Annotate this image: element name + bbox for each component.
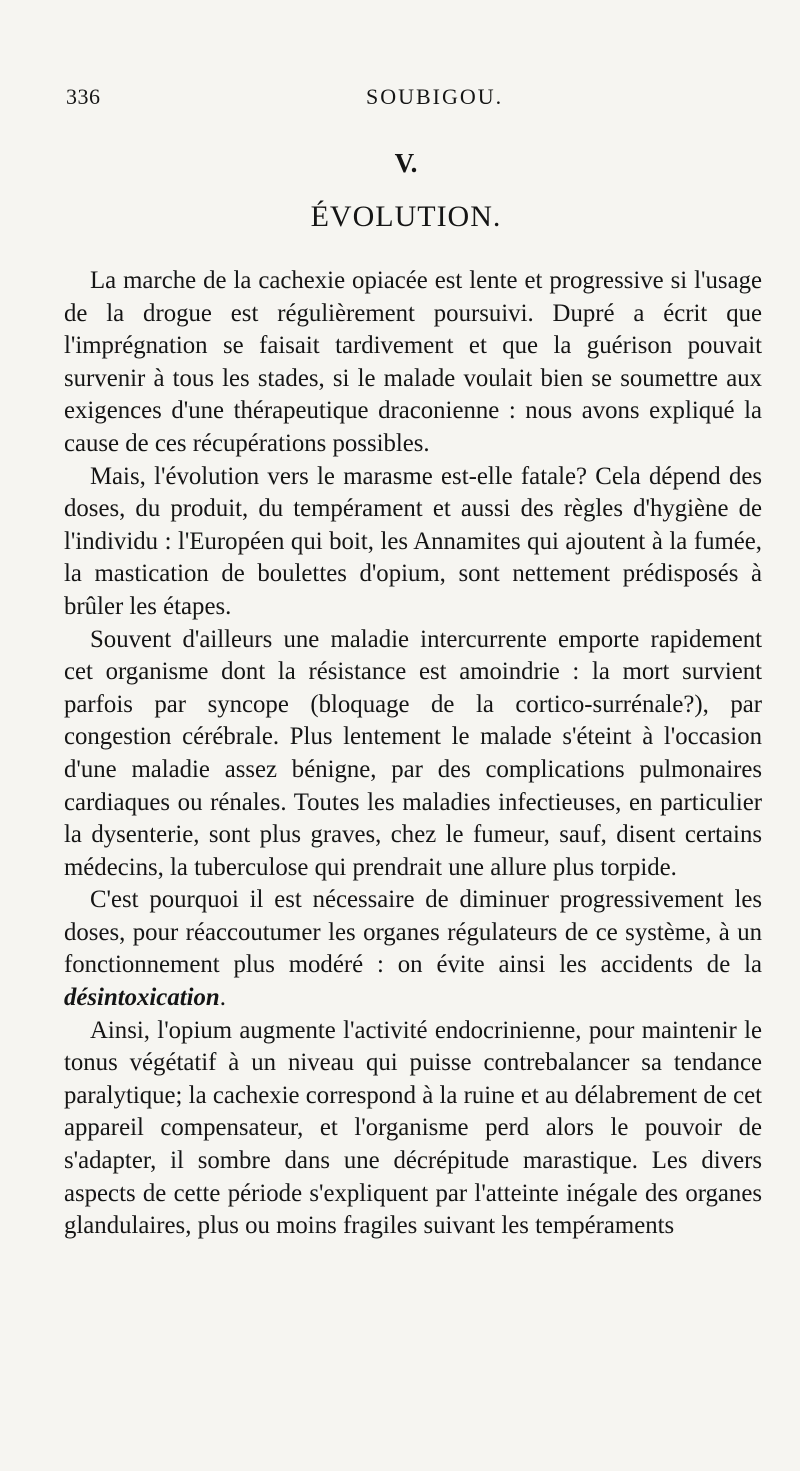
section-title: ÉVOLUTION. (310, 200, 502, 233)
section-number: V. (394, 148, 418, 178)
running-head (66, 84, 756, 114)
paragraph: Souvent d'ailleurs une maladie intercurrente emporte rapidement cet organisme dont la résistance est amoindrie : la mort survient parfois par syncope (bloquage de la cortico-surrénale?), par congestion cérébrale. Plus lentement le malade s'éteint à l'occasion d'une maladie assez bénigne, par des complications pulmonaires cardiaques ou rénales. Toutes les maladies infectieuses, en particulier la dysenterie, sont plus graves, chez le fumeur, sauf, disent certains médecins, la tuberculose qui prendrait une allure plus torpide. (64, 625, 762, 881)
paragraph: Ainsi, l'opium augmente l'activité endocrinienne, pour maintenir le tonus végétatif à un niveau qui puisse contrebalancer sa tendance paralytique; la cachexie correspond à la ruine et au délabrement de cet appareil compensateur, et l'organisme perd alors le pouvoir de s'adapter, il sombre dans une décrépitude marastique. Les divers aspects de cette période s'expliquent par l'atteinte inégale des organes glandulaires, plus ou moins fragiles suivant les tempéraments (64, 1016, 762, 1240)
paragraph: La marche de la cachexie opiacée est lente et progressive si l'usage de la drogue est régulièrement poursuivi. Dupré a écrit que l'imprégnation se faisait tardivement et que la guérison pouvait survenir à tous les stades, si le malade voulait bien se soumettre aux exigences d'une thérapeutique draconienne : nous avons expliqué la cause de ces récupérations possibles. (64, 267, 762, 457)
emphasized-term: désintoxication (64, 984, 220, 1012)
page-number: 336 (66, 84, 101, 109)
paragraph (64, 884, 762, 1014)
paragraph-text: . (219, 984, 226, 1012)
paragraph: Mais, l'évolution vers le marasme est-elle fatale? Cela dépend des doses, du produit, du tempérament et aussi des règles d'hygiène de l'individu : l'Européen qui boit, les Annamites qui ajoutent à la fumée, la mastication de boulettes d'opium, sont nettement prédisposés à brûler les étapes. (64, 462, 762, 620)
paragraph-text: C'est pourquoi il est nécessaire de diminuer progressivement les doses, pour réaccoutumer les organes régulateurs de ce système, à un fonctionnement plus modéré : on évite ainsi les accidents de la (64, 886, 762, 979)
running-head-author: SOUBIGOU. (366, 84, 504, 109)
body-text (64, 265, 762, 1243)
